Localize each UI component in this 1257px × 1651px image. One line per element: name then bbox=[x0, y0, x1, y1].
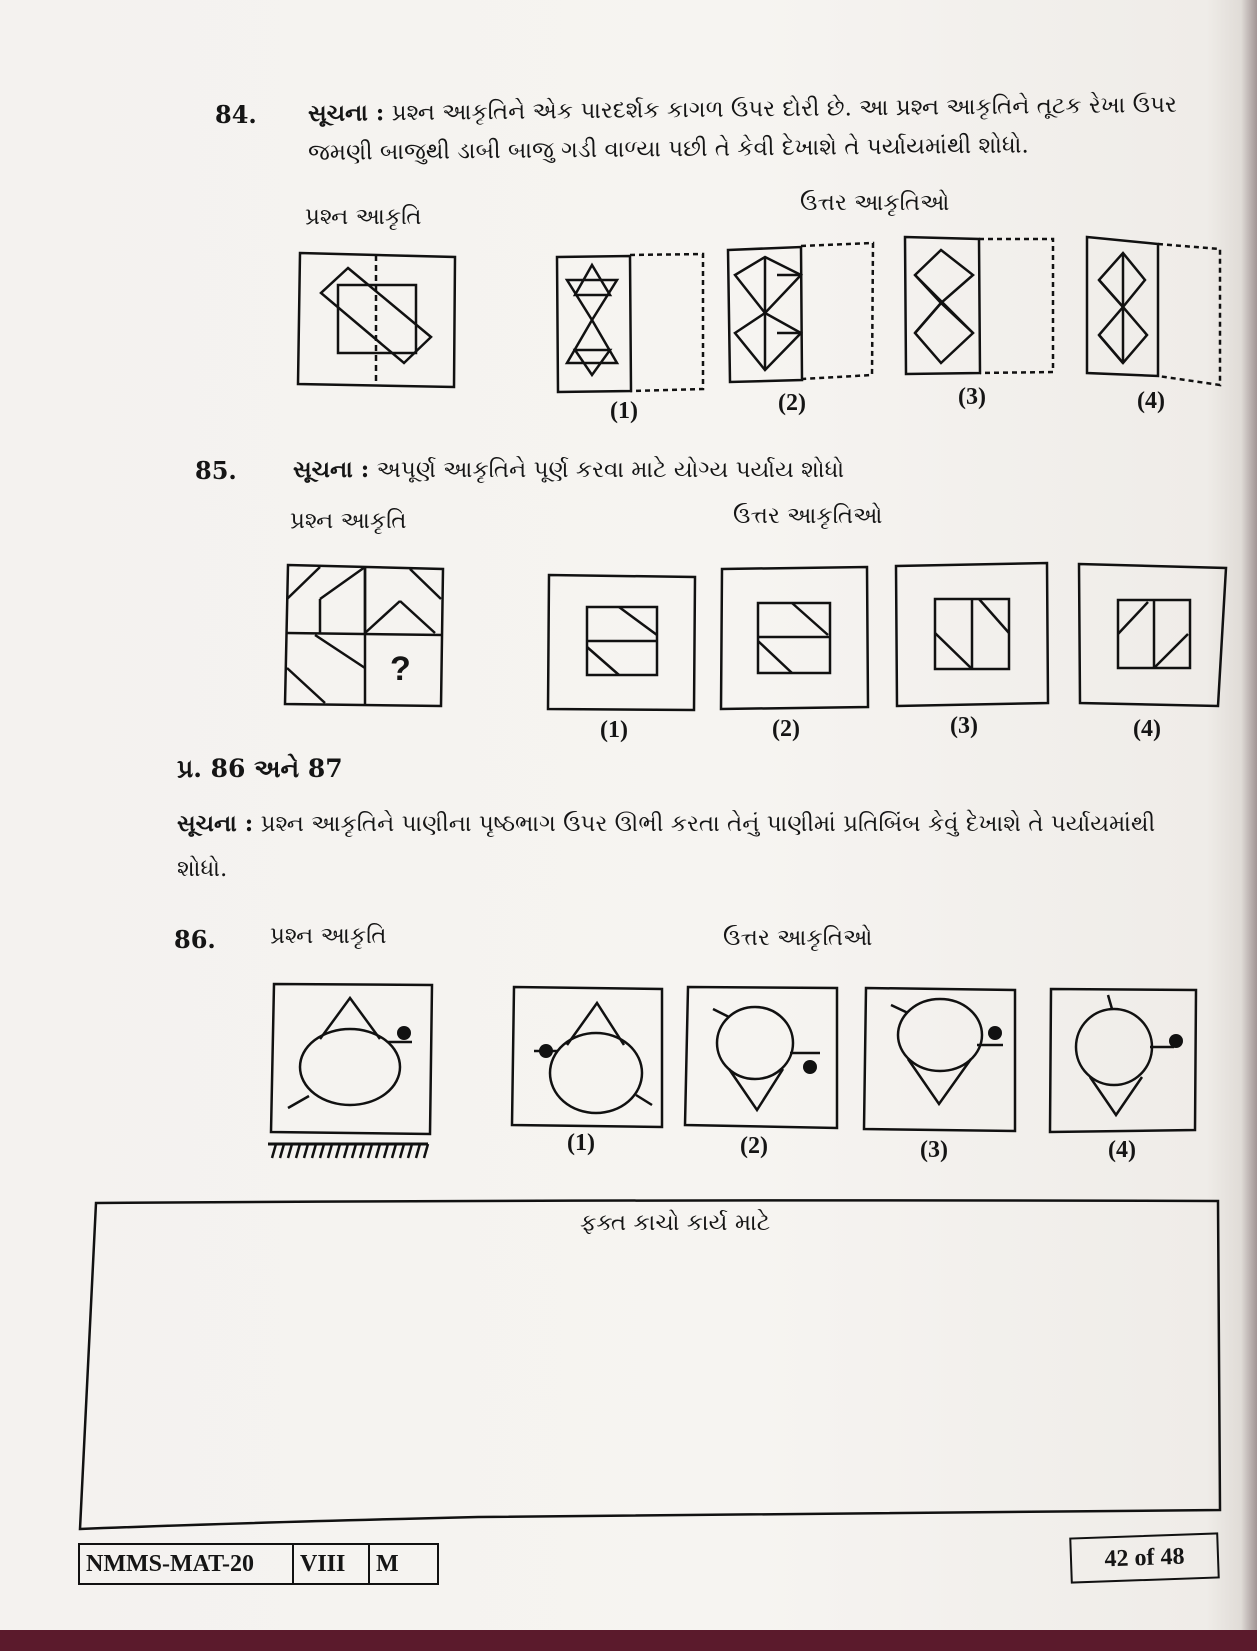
missing-part-mark: ? bbox=[390, 650, 411, 688]
q85-instruction bbox=[293, 456, 844, 483]
background-surface bbox=[0, 1630, 1257, 1651]
instruction-label: સૂચના : bbox=[177, 810, 254, 837]
q85-option-1-figure[interactable] bbox=[547, 573, 697, 713]
q86-option-2-figure[interactable] bbox=[685, 985, 840, 1130]
instruction-label: સૂચના : bbox=[293, 456, 370, 483]
q85-option-1[interactable]: (1) bbox=[600, 717, 628, 743]
q84-option-1-figure[interactable] bbox=[555, 255, 705, 390]
instruction-text: પ્રશ્ન આકૃતિને પાણીના પૃષ્ઠભાગ ઉપર ઊભી કરતા તેનું પાણીમાં પ્રતિબિંબ કેવું દેખાશે તે પર્યાયમાંથી bbox=[260, 811, 1156, 837]
footer-exam-code: NMMS-MAT-20 bbox=[80, 1545, 294, 1583]
q85-option-4-figure[interactable] bbox=[1078, 562, 1238, 712]
instruction-label: સૂચના : bbox=[307, 99, 385, 127]
q85-option-3[interactable]: (3) bbox=[950, 713, 978, 739]
page-edge-shadow bbox=[1241, 0, 1257, 1651]
q85-question-figure-label: પ્રશ્ન આકૃતિ bbox=[290, 508, 407, 534]
q86-answer-figures-label: ઉત્તર આકૃતિઓ bbox=[723, 925, 873, 951]
instruction-text: પ્રશ્ન આકૃતિને એક પારદર્શક કાગળ ઉપર દોરી છે. આ પ્રશ્ન આકૃતિને તૂટક રેખા ઉપર bbox=[391, 91, 1177, 127]
footer-page-number: 42 of 48 bbox=[1069, 1532, 1220, 1583]
q86-option-4[interactable]: (4) bbox=[1108, 1137, 1136, 1163]
q84-option-3-figure[interactable] bbox=[903, 235, 1058, 375]
instruction-text: અપૂર્ણ આકૃતિને પૂર્ણ કરવા માટે યોગ્ય પર્યાય શોધો bbox=[376, 457, 845, 483]
q85-option-2[interactable]: (2) bbox=[772, 716, 800, 742]
q86-question-figure-label: પ્રશ્ન આકૃતિ bbox=[270, 923, 387, 949]
q84-option-1[interactable]: (1) bbox=[610, 398, 638, 424]
q86-option-1-figure[interactable] bbox=[512, 985, 667, 1130]
q84-question-figure-label: પ્રશ્ન આકૃતિ bbox=[305, 204, 422, 230]
group-instruction-line2: શોધો. bbox=[177, 856, 228, 882]
footer-medium: M bbox=[376, 1550, 399, 1577]
group-heading-86-87: પ્ર. 86 અને 87 bbox=[177, 754, 343, 783]
footer-code-box bbox=[78, 1543, 439, 1585]
footer-standard: VIII bbox=[294, 1545, 370, 1583]
q85-option-3-figure[interactable] bbox=[895, 563, 1050, 708]
q86-option-3-figure[interactable] bbox=[863, 987, 1018, 1132]
q86-option-3[interactable]: (3) bbox=[920, 1137, 948, 1163]
q84-question-figure bbox=[298, 250, 458, 390]
q86-option-2[interactable]: (2) bbox=[740, 1133, 768, 1159]
group-instruction-line1 bbox=[177, 810, 1155, 837]
q84-option-4[interactable]: (4) bbox=[1137, 388, 1165, 414]
q84-option-4-figure[interactable] bbox=[1085, 235, 1240, 395]
q84-instruction-line2: જમણી બાજુથી ડાબી બાજુ ગડી વાળ્યા પછી તે કેવી દેખાશે તે પર્યાયમાંથી શોધો. bbox=[307, 132, 1029, 166]
rough-work-box[interactable] bbox=[78, 1195, 1228, 1535]
question-number-84: 84. bbox=[215, 100, 257, 129]
q86-option-1[interactable]: (1) bbox=[567, 1130, 595, 1156]
question-number-85: 85. bbox=[195, 456, 237, 485]
water-surface-hatching bbox=[272, 1144, 428, 1158]
q85-answer-figures-label: ઉત્તર આકૃતિઓ bbox=[733, 503, 883, 529]
question-number-86: 86. bbox=[174, 925, 216, 954]
q84-instruction-line1 bbox=[308, 91, 1177, 127]
q85-question-figure bbox=[285, 563, 445, 708]
q84-option-2[interactable]: (2) bbox=[778, 390, 806, 416]
q86-question-figure bbox=[268, 982, 438, 1162]
q84-answer-figures-label: ઉત્તર આકૃતિઓ bbox=[800, 190, 950, 216]
q85-option-2-figure[interactable] bbox=[720, 567, 870, 712]
q86-option-4-figure[interactable] bbox=[1050, 987, 1200, 1132]
q84-option-3[interactable]: (3) bbox=[958, 384, 986, 410]
q84-option-2-figure[interactable] bbox=[727, 245, 877, 380]
rough-work-title: ફક્ત કાચો કાર્ય માટે bbox=[580, 1210, 771, 1236]
q85-option-4[interactable]: (4) bbox=[1133, 716, 1161, 742]
